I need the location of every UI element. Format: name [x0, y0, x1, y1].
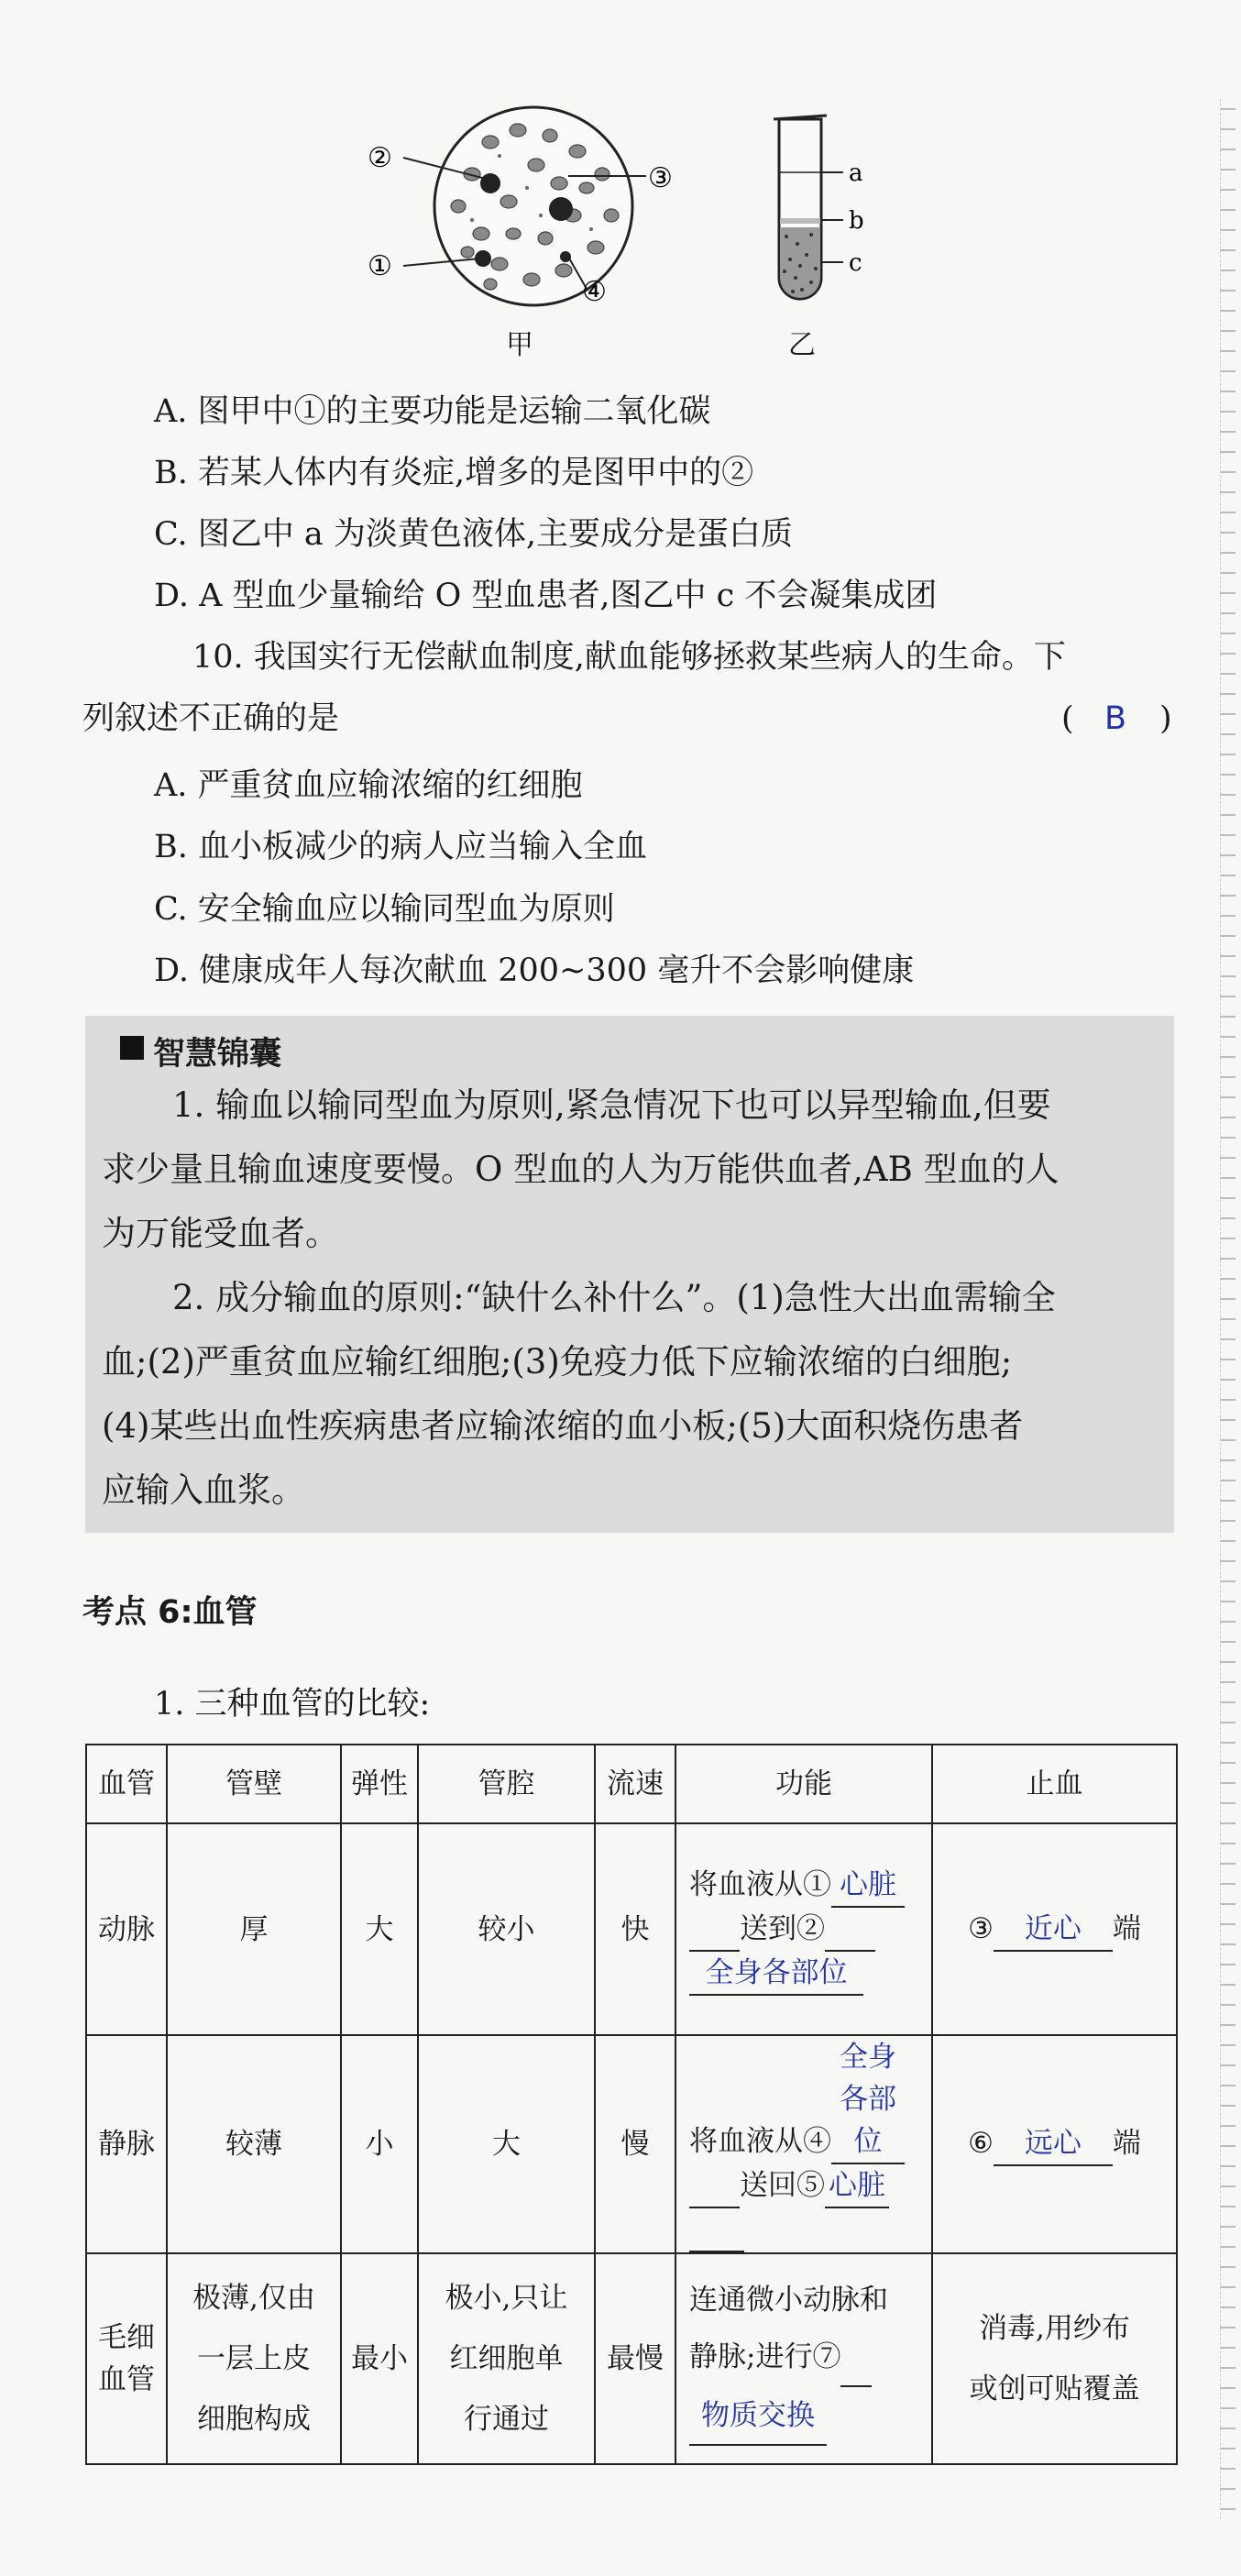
vein-function-mid: 送回⑤ [740, 2169, 825, 2202]
artery-function-prefix: 将血液从① [689, 1867, 831, 1901]
label-cell-2: ② [368, 142, 392, 174]
tube-label-c: c [849, 249, 862, 277]
vein-speed: 慢 [595, 2035, 675, 2253]
q10-stem-line2: 列叙述不正确的是 [82, 700, 340, 737]
table-row-capillary [86, 2253, 1177, 2464]
capillary-name [86, 2253, 167, 2464]
vein-lumen: 大 [418, 2035, 595, 2253]
section-title: 考点 6:血管 [82, 1594, 258, 1631]
q10-stem-line1: 10. 我国实行无偿献血制度,献血能够拯救某些病人的生命。下 [192, 639, 1066, 676]
q10-option-d: D. 健康成年人每次献血 200~300 毫升不会影响健康 [154, 952, 915, 989]
figure-caption-left: 甲 [506, 329, 533, 361]
tips-line-4: 2. 成分输血的原则:“缺什么补什么”。(1)急性大出血需输全 [172, 1278, 1056, 1317]
artery-name: 动脉 [86, 1823, 167, 2035]
tube-label-b: b [849, 207, 864, 235]
q9-option-d: D. A 型血少量输给 O 型血患者,图乙中 c 不会凝集成团 [154, 578, 938, 614]
tips-line-6: (4)某些出血性疾病患者应输浓缩的血小板;(5)大面积烧伤患者 [102, 1406, 1024, 1446]
artery-stop-suffix: 端 [1112, 1911, 1141, 1945]
vein-answer-1: 全身各部位 [831, 2036, 905, 2164]
tips-line-5: 血;(2)严重贫血应输红细胞;(3)免疫力低下应输浓缩的白细胞; [102, 1342, 1013, 1382]
artery-speed: 快 [595, 1823, 675, 2035]
capillary-answer: 物质交换 [689, 2387, 827, 2446]
header-function: 功能 [675, 1745, 932, 1823]
tips-box [85, 1016, 1174, 1533]
q10-option-b: B. 血小板减少的病人应当输入全血 [154, 829, 647, 865]
capillary-function [675, 2253, 932, 2464]
header-wall: 管壁 [167, 1745, 341, 1823]
q9-option-a: A. 图甲中①的主要功能是运输二氧化碳 [154, 393, 711, 430]
vein-function-prefix: 将血液从④ [689, 2125, 831, 2158]
figure-caption-right: 乙 [788, 329, 816, 361]
vein-wall: 较薄 [167, 2035, 341, 2253]
capillary-function-1: 连通微小动脉和 [689, 2284, 888, 2317]
capillary-name-1: 毛细 [98, 2321, 155, 2354]
q10-option-a: A. 严重贫血应输浓缩的红细胞 [154, 767, 583, 804]
capillary-wall-1: 极薄,仅由 [192, 2282, 315, 2315]
header-elastic: 弹性 [341, 1745, 418, 1823]
capillary-name-2: 血管 [98, 2363, 155, 2396]
capillary-lumen-2: 红细胞单 [449, 2342, 564, 2375]
vein-answer-3: 远心 [994, 2122, 1113, 2166]
vein-stop-bleeding [932, 2035, 1177, 2253]
vessel-comparison-table [85, 1744, 1178, 2465]
capillary-elastic: 最小 [341, 2253, 418, 2464]
tips-line-1: 1. 输血以输同型血为原则,紧急情况下也可以异型输血,但要 [172, 1085, 1051, 1125]
q10-paren-close: ) [1159, 700, 1172, 737]
tips-title: 智慧锦囊 [153, 1036, 282, 1073]
header-stop-bleeding: 止血 [932, 1745, 1177, 1823]
q10-paren-open: ( [1061, 700, 1074, 737]
vein-answer-2: 心脏 [825, 2164, 889, 2208]
artery-stop-bleeding [932, 1823, 1177, 2035]
page-edge-border [1220, 99, 1236, 2519]
header-vessel: 血管 [86, 1745, 167, 1823]
capillary-wall-2: 一层上皮 [197, 2342, 311, 2375]
label-cell-4: ④ [582, 276, 607, 308]
label-cell-3: ③ [648, 162, 673, 194]
capillary-wall [167, 2253, 341, 2464]
artery-elastic: 大 [341, 1823, 418, 2035]
tips-line-7: 应输入血浆。 [102, 1470, 305, 1510]
artery-function [675, 1823, 932, 2035]
table-intro: 1. 三种血管的比较: [154, 1686, 431, 1723]
capillary-wall-3: 细胞构成 [197, 2403, 311, 2436]
q10-option-c: C. 安全输血应以输同型血为原则 [154, 891, 615, 928]
artery-answer-1: 心脏 [831, 1864, 905, 1908]
label-cell-1: ① [368, 250, 392, 282]
q9-option-b: B. 若某人体内有炎症,增多的是图甲中的② [154, 455, 754, 491]
vein-stop-prefix: ⑥ [968, 2127, 994, 2160]
tips-line-2: 求少量且输血速度要慢。O 型血的人为万能供血者,AB 型血的人 [102, 1150, 1060, 1189]
tube-label-a: a [849, 160, 863, 187]
capillary-lumen-3: 行通过 [464, 2403, 549, 2436]
table-row-vein [86, 2035, 1177, 2253]
vein-name: 静脉 [86, 2035, 167, 2253]
capillary-function-2: 静脉;进行⑦ [689, 2340, 841, 2373]
artery-function-mid: 送到② [740, 1911, 825, 1945]
artery-answer-2: 全身各部位 [689, 1952, 863, 1996]
blood-smear-figure [362, 101, 692, 321]
q10-answer: B [1104, 700, 1127, 737]
q9-option-c: C. 图乙中 a 为淡黄色液体,主要成分是蛋白质 [154, 516, 794, 553]
table-row-artery [86, 1823, 1177, 2035]
vein-function [675, 2035, 932, 2253]
capillary-stop-2: 或创可贴覆盖 [969, 2372, 1140, 2405]
artery-answer-3: 近心 [994, 1908, 1113, 1952]
table-header-row [86, 1745, 1177, 1823]
tips-square-icon [120, 1036, 144, 1060]
vein-elastic: 小 [341, 2035, 418, 2253]
test-tube-figure [770, 108, 907, 319]
artery-wall: 厚 [167, 1823, 341, 2035]
header-lumen: 管腔 [418, 1745, 595, 1823]
vein-stop-suffix: 端 [1112, 2127, 1141, 2160]
artery-stop-prefix: ③ [968, 1911, 994, 1945]
capillary-stop-1: 消毒,用纱布 [979, 2312, 1130, 2345]
capillary-stop-bleeding [932, 2253, 1177, 2464]
capillary-lumen-1: 极小,只让 [445, 2282, 568, 2315]
capillary-lumen [418, 2253, 595, 2464]
artery-lumen: 较小 [418, 1823, 595, 2035]
capillary-speed: 最慢 [595, 2253, 675, 2464]
header-speed: 流速 [595, 1745, 675, 1823]
tips-line-3: 为万能受血者。 [102, 1214, 339, 1253]
